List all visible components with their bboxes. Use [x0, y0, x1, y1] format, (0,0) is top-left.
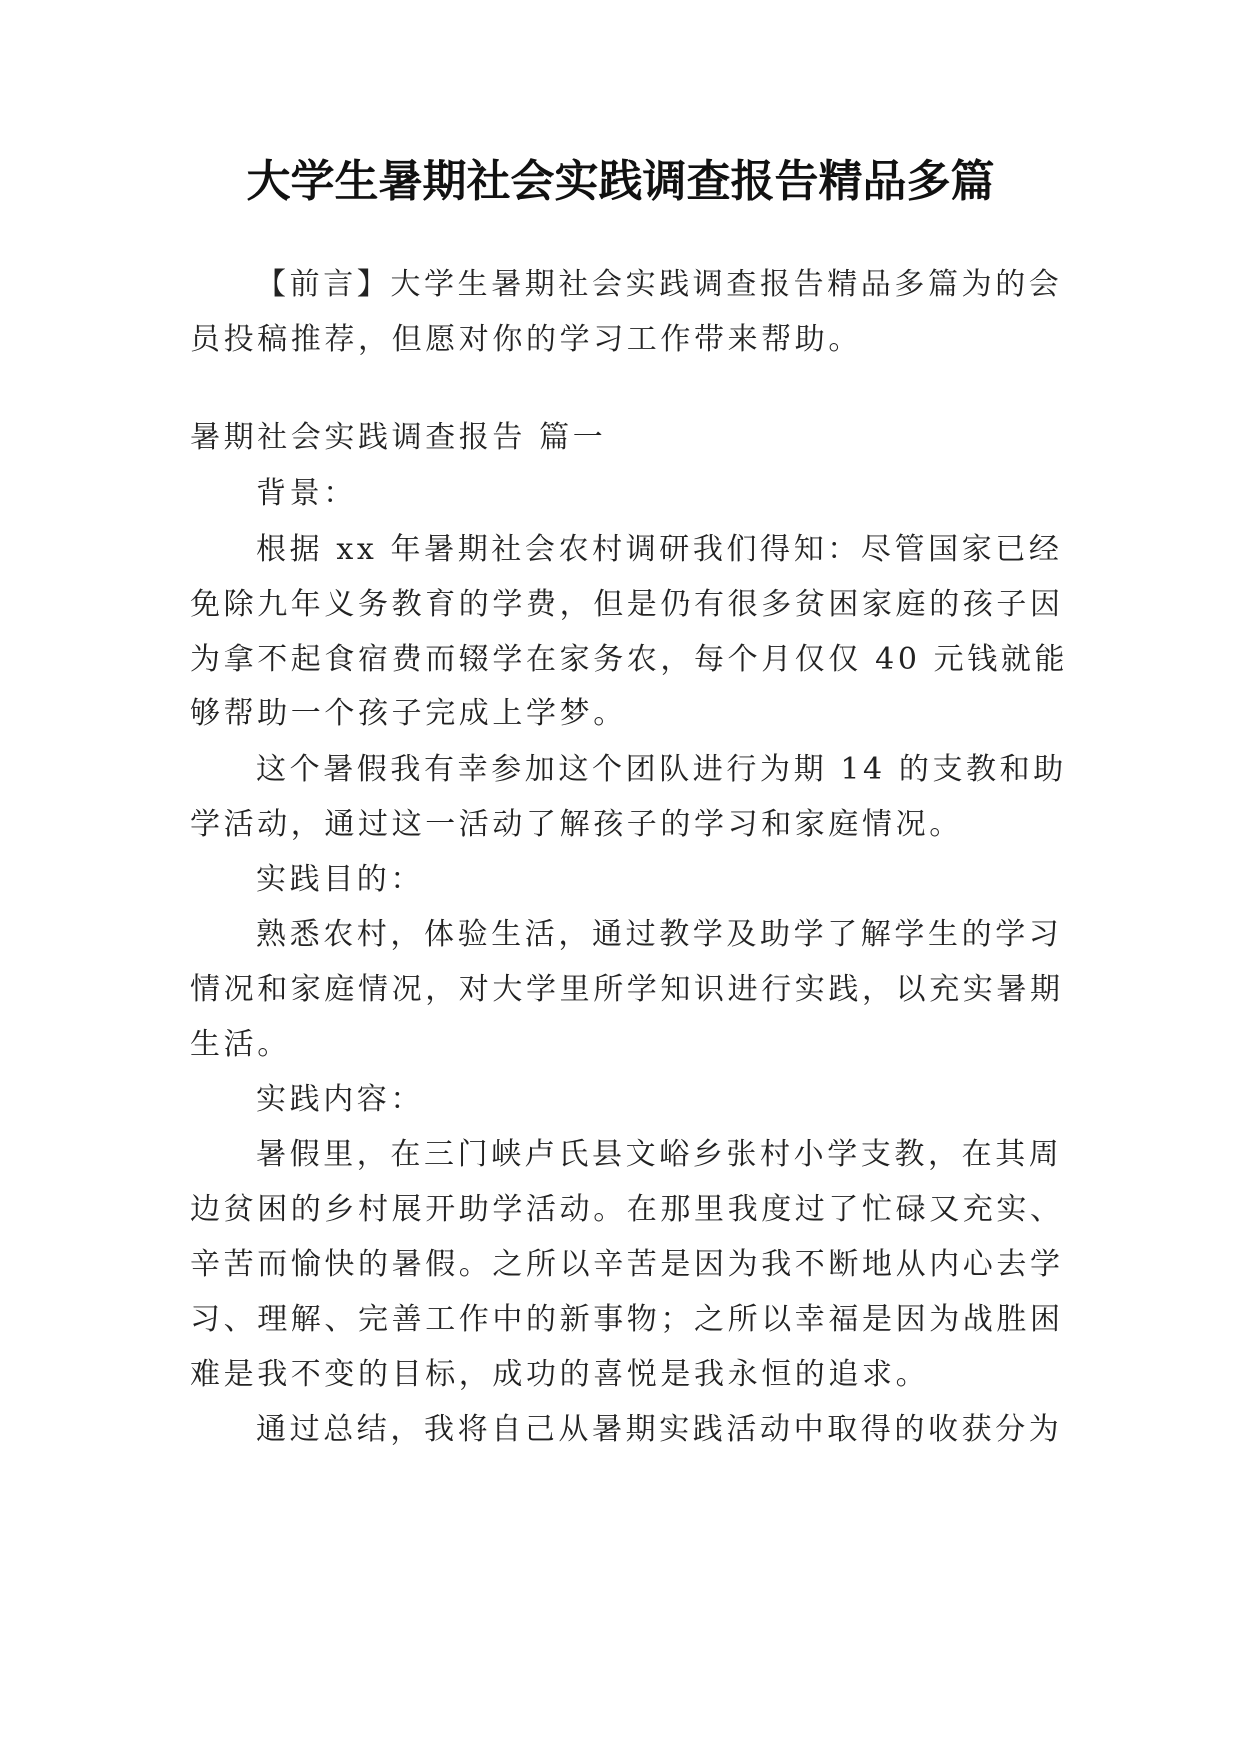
- paragraph-line: 学活动，通过这一活动了解孩子的学习和家庭情况。: [190, 807, 963, 842]
- paragraph-line: 够帮助一个孩子完成上学梦。: [190, 696, 627, 731]
- paragraph-line: 边贫困的乡村展开助学活动。在那里我度过了忙碌又充实、: [190, 1192, 1064, 1227]
- paragraph-line: 辛苦而愉快的暑假。之所以辛苦是因为我不断地从内心去学: [190, 1247, 1064, 1282]
- paragraph-line: 根据 xx 年暑期社会农村调研我们得知：尽管国家已经: [256, 532, 1063, 567]
- paragraph-line: 暑假里，在三门峡卢氏县文峪乡张村小学支教，在其周: [256, 1137, 1063, 1172]
- content-label: 实践内容：: [256, 1082, 424, 1117]
- document-title: 大学生暑期社会实践调查报告精品多篇: [246, 156, 995, 207]
- paragraph-line: 通过总结，我将自己从暑期实践活动中取得的收获分为: [256, 1412, 1063, 1447]
- purpose-label: 实践目的：: [256, 862, 424, 897]
- paragraph-line: 习、理解、完善工作中的新事物；之所以幸福是因为战胜困: [190, 1302, 1064, 1337]
- paragraph-line: 这个暑假我有幸参加这个团队进行为期 14 的支教和助: [256, 752, 1067, 787]
- paragraph-line: 难是我不变的目标，成功的喜悦是我永恒的追求。: [190, 1357, 930, 1392]
- preface-line-1: 【前言】大学生暑期社会实践调查报告精品多篇为的会: [256, 267, 1063, 302]
- paragraph-line: 熟悉农村，体验生活，通过教学及助学了解学生的学习: [256, 917, 1063, 952]
- paragraph-line: 为拿不起食宿费而辍学在家务农，每个月仅仅 40 元钱就能: [190, 642, 1069, 677]
- paragraph-line: 免除九年义务教育的学费，但是仍有很多贫困家庭的孩子因: [190, 587, 1064, 622]
- preface-line-2: 员投稿推荐，但愿对你的学习工作带来帮助。: [190, 322, 862, 357]
- paragraph-line: 生活。: [190, 1027, 291, 1062]
- section-heading: 暑期社会实践调查报告 篇一: [190, 420, 607, 455]
- paragraph-line: 情况和家庭情况，对大学里所学知识进行实践，以充实暑期: [190, 972, 1064, 1007]
- background-label: 背景：: [256, 476, 357, 511]
